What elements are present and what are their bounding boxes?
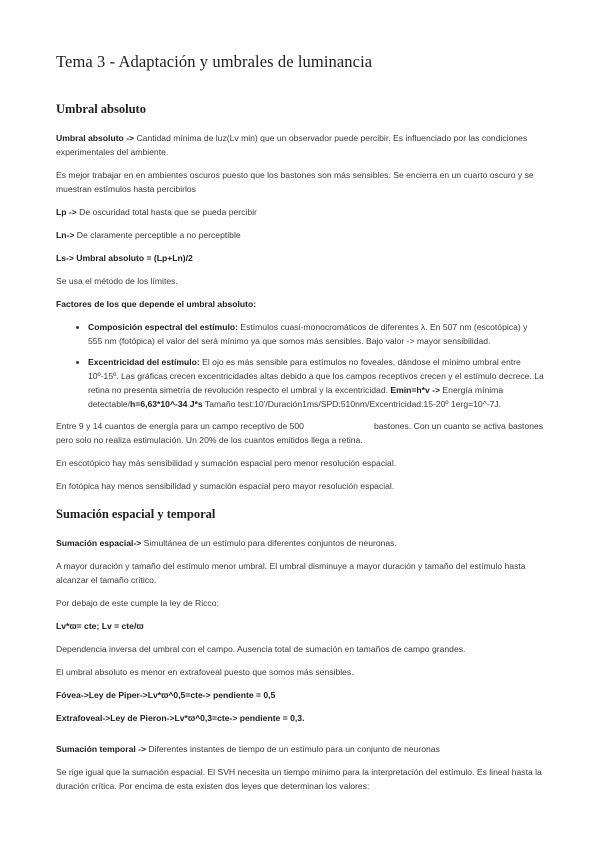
paragraph: En fotópica hay menos sensibilidad y sumación espacial pero mayor resolución espacial. [56, 481, 395, 491]
formula: Extrafoveal->Ley de Pieron->Lv*ϖ^0,3=cte-> pendiente = 0,3. [56, 713, 305, 723]
paragraph: Sumación temporal -> Diferentes instantes de tiempo de un estímulo para un conjunto de neuronas [56, 744, 440, 754]
paragraph: Dependencia inversa del umbral con el campo. Ausencia total de sumación en tamaños de campo grandes. [56, 644, 466, 654]
list-item: • Composición espectral del estímulo: Estímulos cuasi-monocromáticos de diferentes λ. En 507 nm (escotópica) y 555 nm (fotópica) el valor del será mínimo ya que somos más sensibles. Bajo valor -> mayor sensibilidad. [88, 320, 544, 348]
paragraph: Entre 9 y 14 cuantos de energía para un campo receptivo de 500 bastones. Con un cuanto se activa bastones pero solo no realiza estimulación. Un 20% de los cuantos emitidos llega a retina. [56, 421, 544, 445]
formula: Fóvea->Ley de Piper->Lv*ϖ^0,5=cte-> pendiente = 0,5 [56, 690, 276, 700]
paragraph: En escotópico hay más sensibilidad y sumación espacial pero menor resolución espacial. [56, 458, 397, 468]
paragraph: Umbral absoluto -> Cantidad mínima de luz(Lv min) que un observador puede percibir. Es influenciado por las condiciones experimentales del ambiente. [56, 133, 528, 157]
section-heading-sumacion: Sumación espacial y temporal [56, 507, 216, 521]
paragraph: Se rige igual que la sumación espacial. El SVH necesita un tiempo mínimo para la interpretación del estímulo. Es lineal hasta la duración crítica. Por encima de esta existen dos leyes que determinan los valores: [56, 767, 542, 791]
formula: Ls-> Umbral absoluto = (Lp+Ln)/2 [56, 253, 193, 263]
paragraph: A mayor duración y tamaño del estímulo menor umbral. El umbral disminuye a mayor duración y tamaño del estímulo hasta alcanzar el tamaño crítico. [56, 561, 526, 585]
page-title: Tema 3 - Adaptación y umbrales de luminancia [56, 52, 373, 71]
section-heading-umbral-absoluto: Umbral absoluto [56, 102, 146, 116]
paragraph: Ln-> De claramente perceptible a no perceptible [56, 230, 241, 240]
paragraph: El umbral absoluto es menor en extrafoveal puesto que somos más sensibles. [56, 667, 354, 677]
list-intro: Factores de los que depende el umbral absoluto: [56, 299, 257, 309]
formula: Lv*ϖ= cte; Lv = cte/ϖ [56, 621, 144, 631]
paragraph: Es mejor trabajar en en ambientes oscuros puesto que los bastones son más sensibles. Se encierra en un cuarto oscuro y se muestran estímulos hasta percibirlos [56, 170, 534, 194]
list-item: • Excentricidad del estímulo: El ojo es más sensible para estímulos no foveales, dándose el mínimo umbral entre 10º-15º. Las gráficas crecen excentricidades altas debido a que los campos receptivos crecen y el estímulo decrece. La retina no presenta simetría de revolución respecto el umbral y la excentricidad. Emin=h*v -> Energía mínima detectable/h=6,63*10^-34 J*s Tamaño test:10'/Duración1ms/SPD:510nm/Excentricidad:15-20º 1erg=10^-7J. [88, 355, 544, 411]
paragraph: Lp -> De oscuridad total hasta que se pueda percibir [56, 207, 257, 217]
factors-list [56, 320, 544, 411]
paragraph: Sumación espacial-> Simultánea de un estímulo para diferentes conjuntos de neuronas. [56, 538, 397, 548]
paragraph: Se usa el método de los límites. [56, 276, 178, 286]
paragraph: Por debajo de este cumple la ley de Ricco: [56, 598, 219, 608]
